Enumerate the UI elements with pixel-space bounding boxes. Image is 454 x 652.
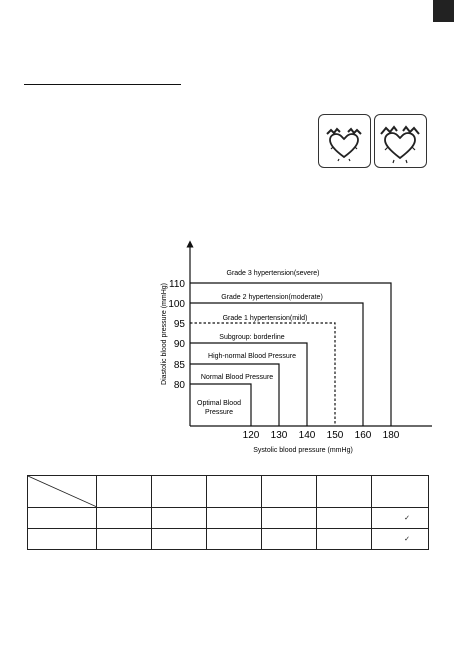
table-cell [317, 508, 372, 529]
table-cell [152, 529, 207, 550]
y-tick-label: 110 [169, 279, 185, 290]
label-high-normal: High-normal Blood Pressure [208, 353, 296, 360]
x-tick-label: 130 [270, 430, 288, 441]
table-header-corner [28, 476, 97, 508]
check-mark: ✓ [372, 508, 429, 529]
y-tick-label: 80 [173, 380, 185, 391]
x-tick-label: 150 [326, 430, 344, 441]
table-cell [152, 508, 207, 529]
table-cell [28, 529, 97, 550]
x-tick-label: 180 [382, 430, 400, 441]
table-header-cell [97, 476, 152, 508]
table-header-cell [372, 476, 429, 508]
table-header-row [28, 476, 429, 508]
table-header-cell [207, 476, 262, 508]
label-grade3: Grade 3 hypertension(severe) [226, 270, 320, 277]
table-header-cell [152, 476, 207, 508]
table-cell [262, 508, 317, 529]
classification-table [27, 475, 429, 550]
label-optimal-line1: Optimal Blood [197, 400, 241, 407]
label-grade1: Grade 1 hypertension(mild) [222, 315, 308, 322]
x-tick-label: 160 [354, 430, 372, 441]
table-row [28, 529, 429, 550]
table-cell [262, 529, 317, 550]
table-header-cell [317, 476, 372, 508]
y-tick-label: 90 [173, 339, 185, 350]
label-optimal-line2: Pressure [204, 409, 234, 416]
y-tick-label: 100 [168, 299, 185, 310]
table-row [28, 508, 429, 529]
y-tick-label: 85 [173, 360, 185, 371]
label-borderline: Subgroup: borderline [219, 334, 285, 341]
label-grade2: Grade 2 hypertension(moderate) [221, 294, 323, 301]
x-tick-label: 140 [298, 430, 316, 441]
y-axis-label: Diastolic blood pressure (mmHg) [161, 283, 168, 385]
table-cell [97, 508, 152, 529]
check-mark: ✓ [372, 529, 429, 550]
x-tick-label: 120 [242, 430, 260, 441]
table-header-cell [262, 476, 317, 508]
table-cell [207, 508, 262, 529]
y-tick-label: 95 [173, 319, 185, 330]
label-normal: Normal Blood Pressure [200, 374, 274, 381]
table-cell [317, 529, 372, 550]
table-cell [97, 529, 152, 550]
table-cell [207, 529, 262, 550]
table-cell [28, 508, 97, 529]
x-axis-label: Systolic blood pressure (mmHg) [253, 447, 353, 454]
